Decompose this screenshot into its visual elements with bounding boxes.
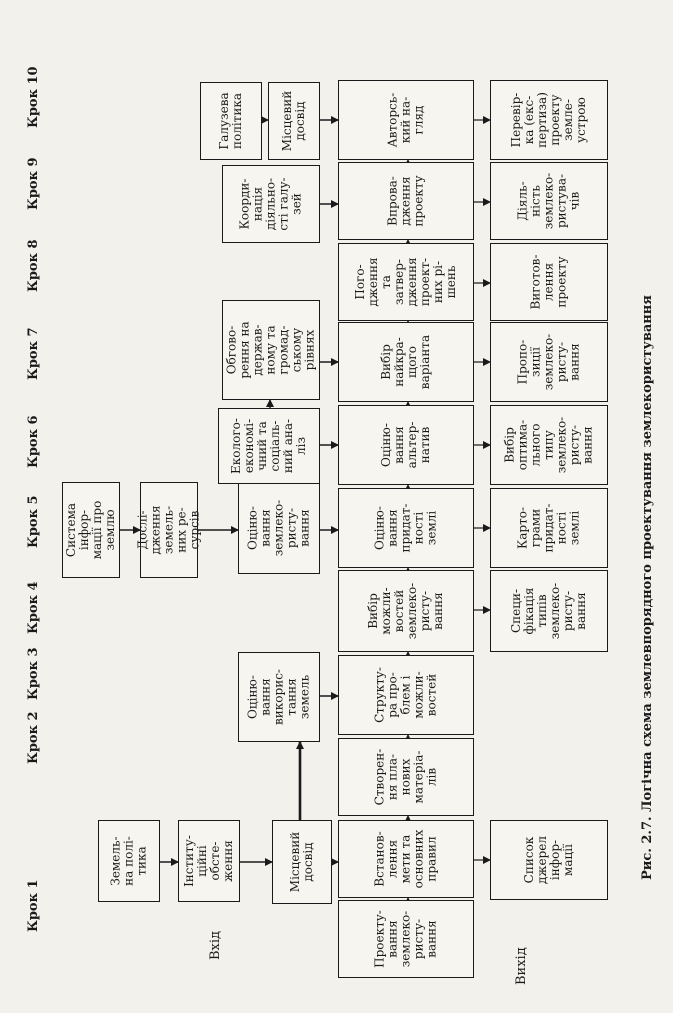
maps-text: Карто- грами придат- ності землі bbox=[515, 503, 582, 553]
author-text: Авторсь- кий на- гляд bbox=[385, 92, 426, 148]
step-label-2: Крок 2 bbox=[26, 711, 41, 764]
plans-text: Створен- ня пла- нових матеріа- лів bbox=[372, 748, 439, 806]
step-label-9: Крок 9 bbox=[26, 157, 41, 210]
sources-box bbox=[490, 820, 608, 900]
sources-text: Список джерел інфор- мації bbox=[522, 836, 575, 884]
coord-box bbox=[222, 165, 320, 243]
eco-box bbox=[218, 408, 320, 484]
institution-box bbox=[178, 820, 240, 902]
input-label: Вхід bbox=[208, 930, 223, 960]
discuss-box bbox=[222, 300, 320, 400]
step-label-6: Крок 6 bbox=[26, 415, 41, 468]
coord-text: Коорди- нація діяльно- сті галу- зей bbox=[237, 177, 304, 231]
choice-box bbox=[338, 570, 474, 652]
approve-box bbox=[338, 243, 474, 321]
optimal-box bbox=[490, 405, 608, 485]
spec-box bbox=[490, 570, 608, 652]
step-label-4: Крок 4 bbox=[26, 581, 41, 634]
prepare-text: Виготов- лення проекту bbox=[528, 254, 569, 310]
eval-use-box bbox=[238, 482, 320, 574]
review-box bbox=[490, 80, 608, 160]
step-label-1: Крок 1 bbox=[26, 879, 41, 932]
local1-box bbox=[272, 820, 332, 904]
eval-use-text: Оціню- вання землеко- ристу- вання bbox=[245, 499, 312, 557]
prepare-box bbox=[490, 243, 608, 321]
plans-box bbox=[338, 738, 474, 816]
output-label: Вихід bbox=[514, 947, 529, 985]
branch-text: Галузева політика bbox=[217, 92, 244, 150]
local2-text: Місцевий досвід bbox=[280, 90, 307, 152]
goals-box bbox=[338, 820, 474, 898]
step-label-3: Крок 3 bbox=[26, 647, 41, 700]
review-text: Перевір- ка (екс- пертиза) проекту земле- устрою bbox=[509, 92, 588, 148]
proposals-box bbox=[490, 322, 608, 402]
goals-text: Встанов- лення мети та основних правил bbox=[372, 829, 439, 889]
choice-text: Вибір можли- востей землеко- ристу- вання bbox=[366, 582, 445, 640]
research-box bbox=[135, 482, 202, 578]
suit-text: Оціню- вання придат- ності землі bbox=[372, 503, 439, 553]
author-box bbox=[338, 80, 474, 160]
activity-box bbox=[490, 162, 608, 240]
design-box bbox=[338, 900, 474, 978]
design-text: Проекту- вання землеко- ристу- вання bbox=[372, 910, 439, 968]
policy-text: Земель- на полі- тика bbox=[108, 836, 149, 886]
alt-text: Оціню- вання альтер- натив bbox=[379, 421, 432, 469]
proposals-text: Пропо- зиції землеко- ристу- вання bbox=[515, 333, 582, 391]
spec-text: Специ- фікація типів землеко- ристу- вання bbox=[509, 582, 588, 640]
local2-box bbox=[268, 82, 320, 160]
institution-text: Інститу- ційні обсте- ження bbox=[182, 835, 235, 887]
step-label-5: Крок 5 bbox=[26, 495, 41, 548]
branch-box bbox=[200, 82, 262, 160]
discuss-text: Обгово- рення на держав- ному та громад- ському рівнях bbox=[224, 321, 317, 379]
eco-text: Еколого- економі- чний та соціаль- ний ана- ліз bbox=[229, 418, 308, 474]
step-label-8: Крок 8 bbox=[26, 239, 41, 292]
figure-caption: Рис. 2.7. Логічна схема землевпорядного проектування землекористування bbox=[640, 295, 655, 880]
research-text: Дослі- дження земель- них ре- сурсів bbox=[135, 505, 202, 555]
step-label-10: Крок 10 bbox=[26, 66, 41, 128]
structure-box bbox=[338, 655, 474, 735]
activity-text: Діяль- ність землеко- ристува- чів bbox=[515, 172, 582, 230]
info-text: Система інфор- мації про землю bbox=[64, 500, 117, 560]
land-eval-box bbox=[238, 652, 320, 742]
best-box bbox=[338, 322, 474, 402]
approve-text: Пого- дження та затвер- дження проект- них рі- шень bbox=[353, 257, 458, 307]
info-box bbox=[62, 482, 120, 578]
local1-text: Місцевий досвід bbox=[288, 831, 315, 893]
best-text: Вибір найкра- щого варіанта bbox=[379, 334, 432, 390]
land-eval-text: Оціню- вання викорис- тання земель bbox=[245, 669, 312, 725]
implement-text: Впрова- дження проекту bbox=[385, 175, 426, 227]
optimal-text: Вибір оптима- льного типу землеко- ристу- вання bbox=[502, 416, 595, 474]
policy-box bbox=[98, 820, 160, 902]
step-label-7: Крок 7 bbox=[26, 327, 41, 380]
structure-text: Структу- ра про- блем і можли- востей bbox=[372, 667, 439, 723]
suit-box bbox=[338, 488, 474, 568]
implement-box bbox=[338, 162, 474, 240]
alt-box bbox=[338, 405, 474, 485]
maps-box bbox=[490, 488, 608, 568]
